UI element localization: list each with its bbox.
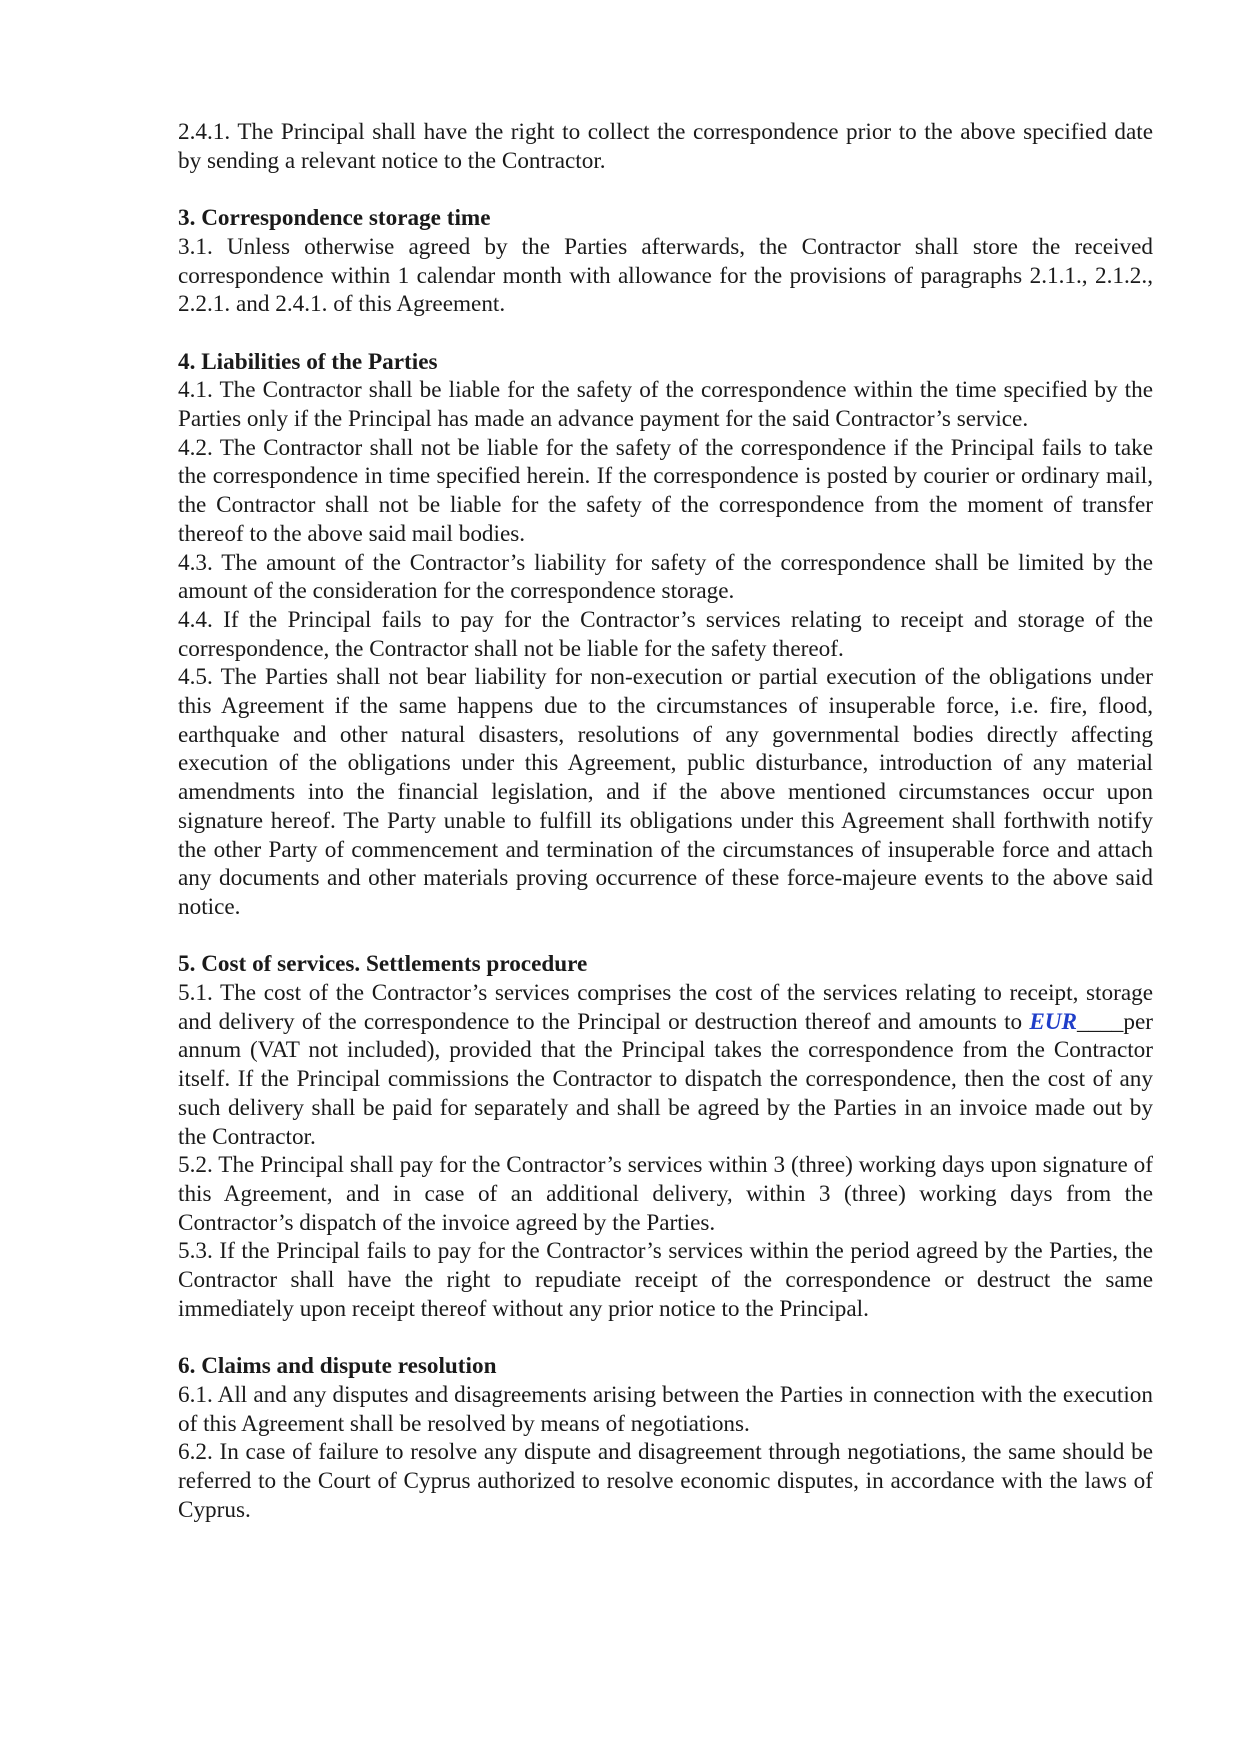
clause-3-1: 3.1. Unless otherwise agreed by the Parties afterwards, the Contractor shall store the received correspondence within 1 calendar month with allowance for the provisions of paragraphs 2.1.1., 2.1.2., 2.2.1. and 2.4.1. of this Agreement.: [178, 233, 1153, 318]
agreement-page: [178, 118, 1153, 1524]
clause-6-1: 6.1. All and any disputes and disagreements arising between the Parties in connection with the execution of this Agreement shall be resolved by means of negotiations.: [178, 1381, 1153, 1437]
section-cost-of-services: [178, 950, 1153, 1323]
clause-5-1-end: per annum (VAT not included), provided that the Principal takes the correspondence from the Contractor itself. If the Principal commissions the Contractor to dispatch the correspondence, then the cost of any such delivery shall be paid for separately and shall be agreed by the Parties in an invoice made out by the Contractor.: [178, 1008, 1153, 1150]
clause-4-1: 4.1. The Contractor shall be liable for the safety of the correspondence within the time specified by the Parties only if the Principal has made an advance payment for the said Contractor’s service.: [178, 377, 1153, 432]
section-storage-time: [178, 204, 1153, 319]
section-liabilities: [178, 348, 1153, 922]
section-4-title: 4. Liabilities of the Parties: [178, 348, 438, 375]
clause-5-2: 5.2. The Principal shall pay for the Contractor’s services within 3 (three) working days upon signature of this Agreement, and in case of an additional delivery, within 3 (three) working days from the Contractor’s dispatch of the invoice agreed by the Parties.: [178, 1152, 1153, 1236]
clause-4-4: 4.4. If the Principal fails to pay for the Contractor’s services relating to receipt and storage of the correspondence, the Contractor shall not be liable for the safety thereof.: [178, 606, 1153, 662]
section-spacer: [178, 922, 1153, 951]
section-6-title: 6. Claims and dispute resolution: [178, 1353, 497, 1380]
clause-5-1: [178, 979, 1153, 1151]
clause-5-3: 5.3. If the Principal fails to pay for the Contractor’s services within the period agreed by the Parties, the Contractor shall have the right to repudiate receipt of the correspondence or destruct the same immediately upon receipt thereof without any prior notice to the Principal.: [178, 1238, 1153, 1322]
section-5-title: 5. Cost of services. Settlements procedure: [178, 951, 588, 978]
section-spacer: [178, 319, 1153, 348]
section-spacer: [178, 1323, 1153, 1352]
section-spacer: [178, 175, 1153, 204]
clause-4-3: 4.3. The amount of the Contractor’s liability for safety of the correspondence shall be limited by the amount of the consideration for the correspondence storage.: [178, 549, 1153, 605]
amount-blank: ____: [1077, 1008, 1124, 1035]
clause-6-2: 6.2. In case of failure to resolve any dispute and disagreement through negotiations, the same should be referred to the Court of Cyprus authorized to resolve economic disputes, in accordance with the laws of Cyprus.: [178, 1439, 1153, 1523]
section-3-title: 3. Correspondence storage time: [178, 205, 491, 232]
section-claims: [178, 1352, 1153, 1524]
clause-4-2: 4.2. The Contractor shall not be liable for the safety of the correspondence if the Principal fails to take the correspondence in time specified herein. If the correspondence is posted by courier or ordinary mail, the Contractor shall not be liable for the safety of the correspondence from the moment of transfer thereof to the above said mail bodies.: [178, 434, 1153, 547]
currency-eur: EUR: [1029, 1008, 1078, 1035]
clause-4-5: 4.5. The Parties shall not bear liability for non-execution or partial execution of the obligations under this Agreement if the same happens due to the circumstances of insuperable force, i.e. fire, flood, earthquake and other natural disasters, resolutions of any governmental bodies directly affecting execution of the obligations under this Agreement, public disturbance, introduction of any material amendments into the financial legislation, and if the above mentioned circumstances occur upon signature hereof. The Party unable to fulfill its obligations under this Agreement shall forthwith notify the other Party of commencement and termination of the circumstances of insuperable force and attach any documents and other materials proving occurrence of these force-majeure events to the above said notice.: [178, 664, 1153, 920]
clause-5-1-start: 5.1. The cost of the Contractor’s services comprises the cost of the services relating to receipt, storage and delivery of the correspondence to the Principal or destruction thereof and amounts to: [178, 980, 1153, 1035]
clause-2-4-1: 2.4.1. The Principal shall have the right to collect the correspondence prior to the above specified date by sending a relevant notice to the Contractor.: [178, 119, 1153, 174]
